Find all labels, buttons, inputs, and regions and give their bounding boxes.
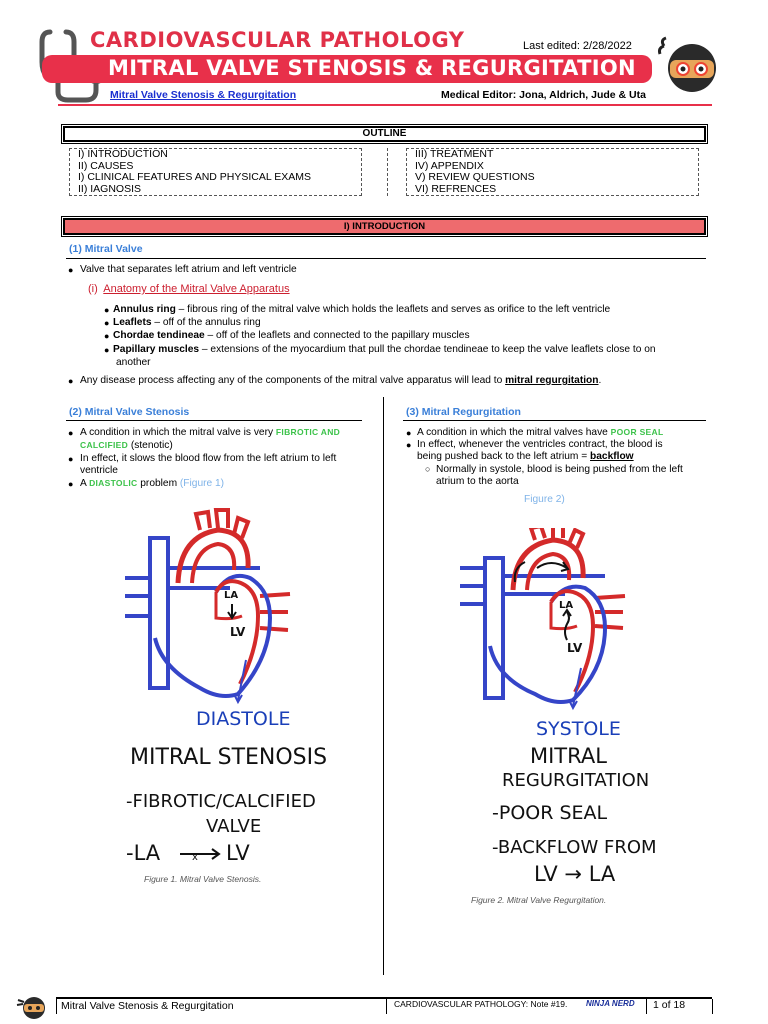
- footer-note: CARDIOVASCULAR PATHOLOGY: Note #19.: [394, 999, 568, 1009]
- outline-left-column: [69, 148, 362, 196]
- handwritten-line: -LA: [126, 841, 161, 865]
- regurg-sub-bullet-continued: atrium to the aorta: [436, 476, 519, 487]
- handwritten-title: MITRAL: [530, 744, 607, 768]
- stenosis-bullet: A DIASTOLIC problem (Figure 1): [80, 478, 225, 489]
- bullet-icon: ●: [68, 376, 74, 386]
- ninja-nerd-logo: NINJA NERD: [586, 999, 635, 1008]
- bullet-icon: ●: [104, 305, 110, 315]
- bullet-icon: ●: [406, 428, 412, 438]
- regurg-bullet: A condition in which the mitral valves have POOR SEAL: [417, 427, 664, 438]
- lv-label: LV: [230, 625, 246, 639]
- heading-rule: [66, 420, 362, 421]
- outline-box: [63, 126, 706, 199]
- handwritten-line: VALVE: [206, 816, 262, 837]
- anatomy-item: Papillary muscles – extensions of the myocardium that pull the chordae tendineae to keep the valve leaflets close to on: [113, 344, 656, 355]
- handwritten-line: LV: [226, 841, 250, 865]
- heart-diagram-diastole: [120, 508, 310, 713]
- handwritten-title: MITRAL STENOSIS: [130, 745, 328, 770]
- outline-divider: [387, 148, 388, 196]
- handwritten-title: REGURGITATION: [502, 770, 650, 791]
- outline-right-column: [406, 148, 699, 196]
- blocked-arrow-icon: [178, 846, 224, 866]
- circle-bullet-icon: ○: [425, 464, 431, 474]
- stenosis-bullet: A condition in which the mitral valve is very FIBROTIC AND: [80, 427, 341, 438]
- medical-editors: Medical Editor: Jona, Aldrich, Jude & Uta: [441, 89, 646, 101]
- bullet-icon: ●: [104, 345, 110, 355]
- page-title: MITRAL VALVE STENOSIS & REGURGITATION: [108, 56, 636, 80]
- outline-item[interactable]: III) TREATMENT: [415, 148, 494, 160]
- paragraph: Any disease process affecting any of the components of the mitral valve apparatus will lead to mitral regurgitation.: [80, 375, 602, 386]
- outline-item[interactable]: II) IAGNOSIS: [78, 182, 142, 195]
- bullet-icon: ●: [68, 428, 74, 438]
- column-divider: [383, 397, 384, 975]
- figure-1-caption: Figure 1. Mitral Valve Stenosis.: [144, 874, 262, 884]
- regurg-bullet-continued: being pushed back to the left atrium = backflow: [417, 451, 634, 462]
- bullet-icon: ●: [68, 479, 74, 489]
- subheading-anatomy: [88, 283, 290, 295]
- heading-rule: [403, 420, 706, 421]
- paragraph: Valve that separates left atrium and left ventricle: [80, 264, 297, 275]
- bullet-icon: ●: [68, 454, 74, 464]
- blocked-mark: x: [192, 852, 198, 863]
- handwritten-line: LV → LA: [534, 862, 616, 886]
- outline-title: OUTLINE: [63, 126, 706, 142]
- footer-separator: [386, 999, 387, 1014]
- outline-item[interactable]: IV) APPENDIX: [415, 159, 484, 172]
- footer-separator: [712, 999, 713, 1014]
- stenosis-bullet-continued: ventricle: [80, 465, 118, 476]
- handwritten-line: -BACKFLOW FROM: [492, 837, 657, 858]
- subheading-text: Anatomy of the Mitral Valve Apparatus: [103, 283, 290, 295]
- phase-label-diastole: DIASTOLE: [196, 708, 291, 730]
- heading-mitral-regurgitation: (3) Mitral Regurgitation: [406, 406, 521, 418]
- bullet-icon: ●: [104, 318, 110, 328]
- anatomy-item: Annulus ring – fibrous ring of the mitral valve which holds the leaflets and serves as orifice to the left ventricle: [113, 304, 611, 315]
- heading-mitral-valve: (1) Mitral Valve: [69, 243, 143, 255]
- regurg-bullet: In effect, whenever the ventricles contract, the blood is: [417, 439, 663, 450]
- handwritten-line: -POOR SEAL: [492, 802, 608, 824]
- bullet-icon: ●: [68, 265, 74, 275]
- header-divider: [58, 104, 712, 106]
- subheading-number: (i): [88, 283, 98, 295]
- outline-item[interactable]: I) INTRODUCTION: [78, 148, 168, 160]
- chapter-title: CARDIOVASCULAR PATHOLOGY: [90, 28, 465, 52]
- last-edited: Last edited: 2/28/2022: [523, 40, 632, 52]
- figure-2-ref: Figure 2): [524, 494, 565, 505]
- topic-link[interactable]: Mitral Valve Stenosis & Regurgitation: [110, 89, 297, 101]
- handwritten-line: -FIBROTIC/CALCIFIED: [126, 791, 316, 812]
- section-bar-introduction: I) INTRODUCTION: [63, 218, 706, 235]
- footer-separator: [646, 999, 647, 1014]
- footer-title: Mitral Valve Stenosis & Regurgitation: [61, 1000, 234, 1012]
- anatomy-item: Leaflets – off of the annulus ring: [113, 317, 261, 328]
- outline-item[interactable]: I) CLINICAL FEATURES AND PHYSICAL EXAMS: [78, 171, 311, 183]
- ninja-footer-icon: [14, 992, 50, 1020]
- footer-separator: [56, 999, 57, 1014]
- figure-2-caption: Figure 2. Mitral Valve Regurgitation.: [471, 895, 607, 905]
- heart-diagram-systole: [455, 528, 645, 728]
- la-label: LA: [559, 600, 574, 611]
- outline-item[interactable]: VI) REFRENCES: [415, 182, 497, 195]
- stenosis-bullet-continued: CALCIFIED (stenotic): [80, 440, 173, 451]
- ninja-mascot-icon: [656, 34, 722, 96]
- stenosis-bullet: In effect, it slows the blood flow from the left atrium to left: [80, 453, 337, 464]
- la-label: LA: [224, 590, 239, 601]
- anatomy-item-continued: another: [116, 357, 151, 368]
- outline-item[interactable]: V) REVIEW QUESTIONS: [415, 171, 535, 183]
- anatomy-item: Chordae tendineae – off of the leaflets and connected to the papillary muscles: [113, 330, 470, 341]
- regurg-sub-bullet: Normally in systole, blood is being pushed from the left: [436, 464, 683, 475]
- bullet-icon: ●: [104, 331, 110, 341]
- heading-rule: [66, 258, 706, 259]
- outline-item[interactable]: II) CAUSES: [78, 159, 134, 172]
- bullet-icon: ●: [406, 440, 412, 450]
- page-header: [0, 0, 768, 108]
- phase-label-systole: SYSTOLE: [536, 718, 621, 740]
- lv-label: LV: [567, 641, 583, 655]
- heading-mitral-stenosis: (2) Mitral Valve Stenosis: [69, 406, 190, 418]
- page-number: 1 of 18: [653, 999, 686, 1011]
